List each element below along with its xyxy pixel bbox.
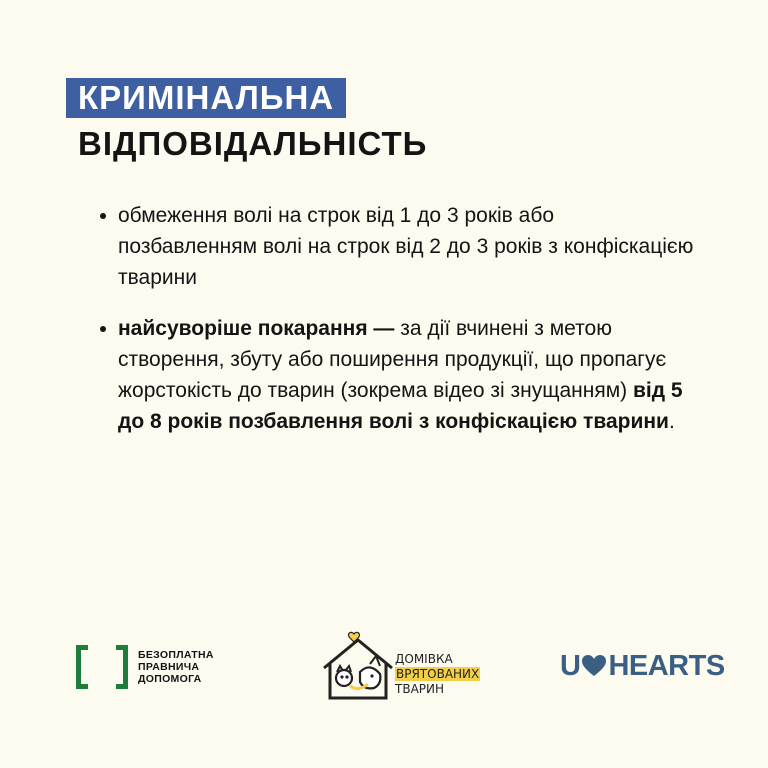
heart-icon xyxy=(581,654,607,678)
logo-text-line: ПРАВНИЧА xyxy=(138,661,200,673)
logo-text-suffix: HEARTS xyxy=(608,649,725,682)
logo-text-line: ДОМІВКА xyxy=(395,652,453,666)
domivka-logo xyxy=(320,630,480,710)
logo-text-prefix: U xyxy=(560,649,581,682)
house-pets-icon xyxy=(320,630,398,708)
logo-text-line: ТВАРИН xyxy=(395,682,445,696)
logo-text-line: ДОПОМОГА xyxy=(138,673,202,685)
list-item xyxy=(96,313,696,437)
title-highlight: КРИМІНАЛЬНА xyxy=(66,78,346,118)
list-item-bold-lead: найсуворіше покарання — xyxy=(118,317,395,340)
list-item-text: обмеження волі на строк від 1 до 3 років або позбавленням волі на строк від 2 до 3 років з конфіскацією тварини xyxy=(118,204,694,289)
logo-text-highlight: ВРЯТОВАНИХ xyxy=(396,667,480,681)
penalty-list xyxy=(96,200,696,437)
logo-text-line: БЕЗОПЛАТНА xyxy=(138,649,214,661)
list-item-period: . xyxy=(668,410,675,433)
page-title xyxy=(66,78,427,166)
free-legal-aid-logo xyxy=(76,644,214,690)
list-item-text: за дії вчинені з метою створення, збуту або поширення продукції, що пропагує жорстокість до тварин (зокрема відео зі знущанням) xyxy=(118,317,667,402)
list-item xyxy=(96,200,696,293)
title-second-line: ВІДПОВІДАЛЬНІСТЬ xyxy=(78,125,428,162)
uhearts-logo xyxy=(560,648,725,684)
partner-logos xyxy=(0,620,768,720)
bracket-icon xyxy=(76,645,128,689)
list-item-bold-end: від 5 до 8 років позбавлення волі з конфіскацією тварини xyxy=(118,379,683,433)
